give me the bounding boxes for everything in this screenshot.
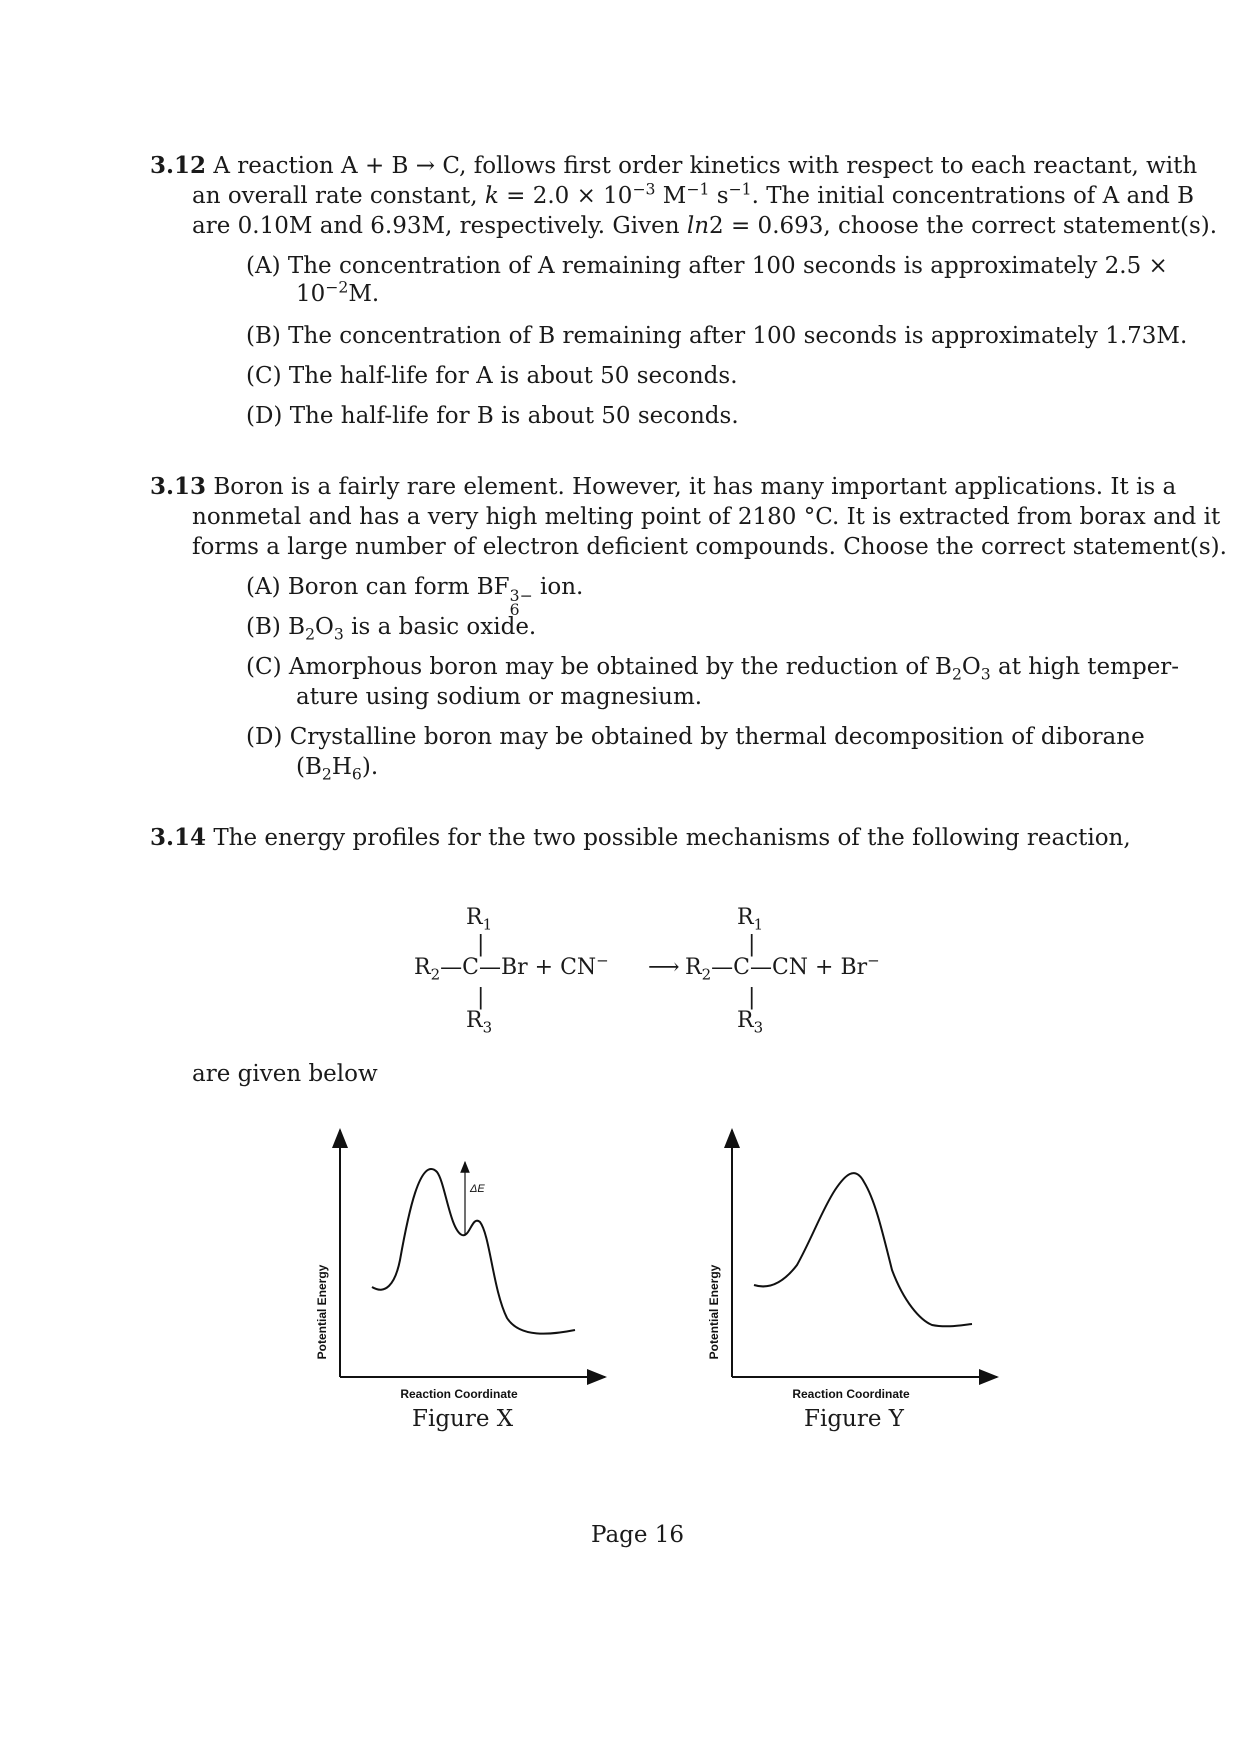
reactant-top-bond: | [477, 932, 485, 957]
cyano-group: CN [771, 955, 809, 980]
subscript: 2 [321, 764, 332, 784]
figure-x [300, 1120, 620, 1400]
q312-option-d: (D) The half-life for B is about 50 seconds. [246, 403, 739, 429]
subscript: 2 [951, 664, 962, 684]
q313-line-1 [150, 472, 1176, 502]
r1-symbol: R [737, 905, 754, 930]
q313-option-d-text: (B [296, 754, 322, 780]
q312-line-2 [192, 181, 1194, 211]
figure-y-caption: Figure Y [804, 1406, 904, 1432]
exponent: −1 [728, 179, 752, 199]
reactant-bottom-bond: | [477, 985, 485, 1010]
q312-text-2f: . The initial concentrations of A and B [751, 183, 1195, 209]
product-main-row [685, 951, 880, 984]
q313-option-d-text: ). [361, 754, 379, 780]
q312-text-2b: = 2.0 × 10 [498, 183, 633, 209]
q314-text-1: The energy profiles for the two possible mechanisms of the following reaction, [213, 825, 1131, 851]
q313-option-c-text: at high temper- [990, 654, 1180, 680]
bond: — [711, 955, 734, 980]
q313-option-a-text: ion. [532, 574, 584, 600]
product-r3 [737, 1008, 764, 1037]
q312-option-a-text: 10 [296, 281, 326, 307]
q313-option-d-line-1: (D) Crystalline boron may be obtained by thermal decomposition of diborane [246, 724, 1145, 750]
q312-text-2a: an overall rate constant, [192, 183, 485, 209]
r1-symbol: R [466, 905, 483, 930]
subscript: 3 [482, 1018, 493, 1037]
q312-text-1: A reaction A + B → C, follows first order kinetics with respect to each reactant, with [213, 153, 1198, 179]
q313-option-a-text: (A) Boron can form BF [246, 574, 510, 600]
q313-option-c-text: O [961, 654, 981, 680]
figure-y [692, 1120, 1012, 1400]
reactant-main-row [414, 951, 609, 984]
q314-number: 3.14 [150, 824, 207, 851]
q312-option-a-line-2 [296, 279, 379, 309]
q313-option-d-line-2 [296, 752, 378, 782]
delta-e-label: ΔE [470, 1183, 485, 1195]
q312-line-1 [150, 151, 1197, 181]
reactant-r3 [466, 1008, 493, 1037]
figure-x-caption: Figure X [412, 1406, 514, 1432]
ln-symbol: ln [686, 213, 710, 239]
bond: — [478, 955, 501, 980]
energy-curve-y [754, 1173, 972, 1326]
plus-sign: + [534, 955, 554, 980]
q313-line-3: forms a large number of electron deficient compounds. Choose the correct statement(s). [192, 534, 1227, 560]
subscript: 3 [333, 624, 344, 644]
carbon: C [462, 955, 479, 980]
q312-option-a-text: M. [348, 281, 380, 307]
r2-symbol: R [414, 955, 431, 980]
q313-option-c-text: (C) Amorphous boron may be obtained by the reduction of B [246, 654, 952, 680]
product-bottom-bond: | [748, 985, 756, 1010]
q313-option-b-text: (B) B [246, 614, 306, 640]
carbon: C [733, 955, 750, 980]
q313-number: 3.13 [150, 473, 207, 500]
q312-number: 3.12 [150, 152, 207, 179]
figure-x-ylabel: Potential Energy [315, 1264, 329, 1360]
page-number: Page 16 [591, 1522, 685, 1548]
subscript: 1 [482, 915, 493, 934]
q313-option-d-text: H [331, 754, 352, 780]
subscript: 2 [430, 965, 441, 984]
subscript: 1 [753, 915, 764, 934]
product-r1 [737, 905, 764, 934]
q313-option-b-text: is a basic oxide. [343, 614, 537, 640]
subscript: 2 [305, 624, 316, 644]
q313-option-c-line-1 [246, 652, 1179, 682]
r2-symbol: R [685, 955, 702, 980]
figure-x-xlabel: Reaction Coordinate [400, 1387, 518, 1400]
plus-sign: + [815, 955, 834, 980]
exponent: −3 [632, 179, 656, 199]
figure-y-ylabel: Potential Energy [707, 1264, 721, 1360]
product-top-bond: | [748, 932, 756, 957]
cyanide-ion: CN [560, 955, 597, 980]
q312-text-2c: M [655, 183, 687, 209]
superscript: 3− [509, 586, 533, 606]
bromide-ion: Br [840, 955, 868, 980]
bromine: Br [500, 955, 528, 980]
subscript: 3 [753, 1018, 764, 1037]
charge: − [867, 951, 880, 970]
q312-line-3 [192, 211, 1217, 241]
q313-text-1: Boron is a fairly rare element. However, it has many important applications. It is a [213, 474, 1177, 500]
q314-given-below: are given below [192, 1061, 378, 1087]
r3-symbol: R [737, 1008, 754, 1033]
bond: — [440, 955, 463, 980]
q312-text-3a: are 0.10M and 6.93M, respectively. Given [192, 213, 687, 239]
subscript: 6 [509, 600, 520, 620]
q312-option-b: (B) The concentration of B remaining after 100 seconds is approximately 1.73M. [246, 323, 1188, 349]
subscript: 6 [351, 764, 362, 784]
q313-option-b-text: O [315, 614, 334, 640]
q312-text-2d: s [709, 183, 729, 209]
rate-constant-symbol: k [484, 183, 499, 209]
exponent: −1 [686, 179, 710, 199]
subscript: 2 [701, 965, 712, 984]
exponent: −2 [325, 277, 349, 297]
reactant-r1 [466, 905, 493, 934]
q313-option-a [246, 572, 584, 620]
q312-option-a-line-1: (A) The concentration of A remaining after 100 seconds is approximately 2.5 × [246, 253, 1168, 279]
figure-y-xlabel: Reaction Coordinate [792, 1387, 910, 1400]
subscript: 3 [980, 664, 991, 684]
q313-option-b [246, 612, 536, 642]
r3-symbol: R [466, 1008, 483, 1033]
q314-line-1 [150, 823, 1131, 853]
q312-text-3b: 2 = 0.693, choose the correct statement(s). [709, 213, 1218, 239]
q313-line-2: nonmetal and has a very high melting point of 2180 °C. It is extracted from borax and it [192, 504, 1221, 530]
charge: − [596, 951, 609, 970]
bond: — [749, 955, 772, 980]
q313-option-c-line-2: ature using sodium or magnesium. [296, 684, 703, 710]
reaction-arrow: ⟶ [648, 955, 680, 980]
q312-option-c: (C) The half-life for A is about 50 seconds. [246, 363, 738, 389]
